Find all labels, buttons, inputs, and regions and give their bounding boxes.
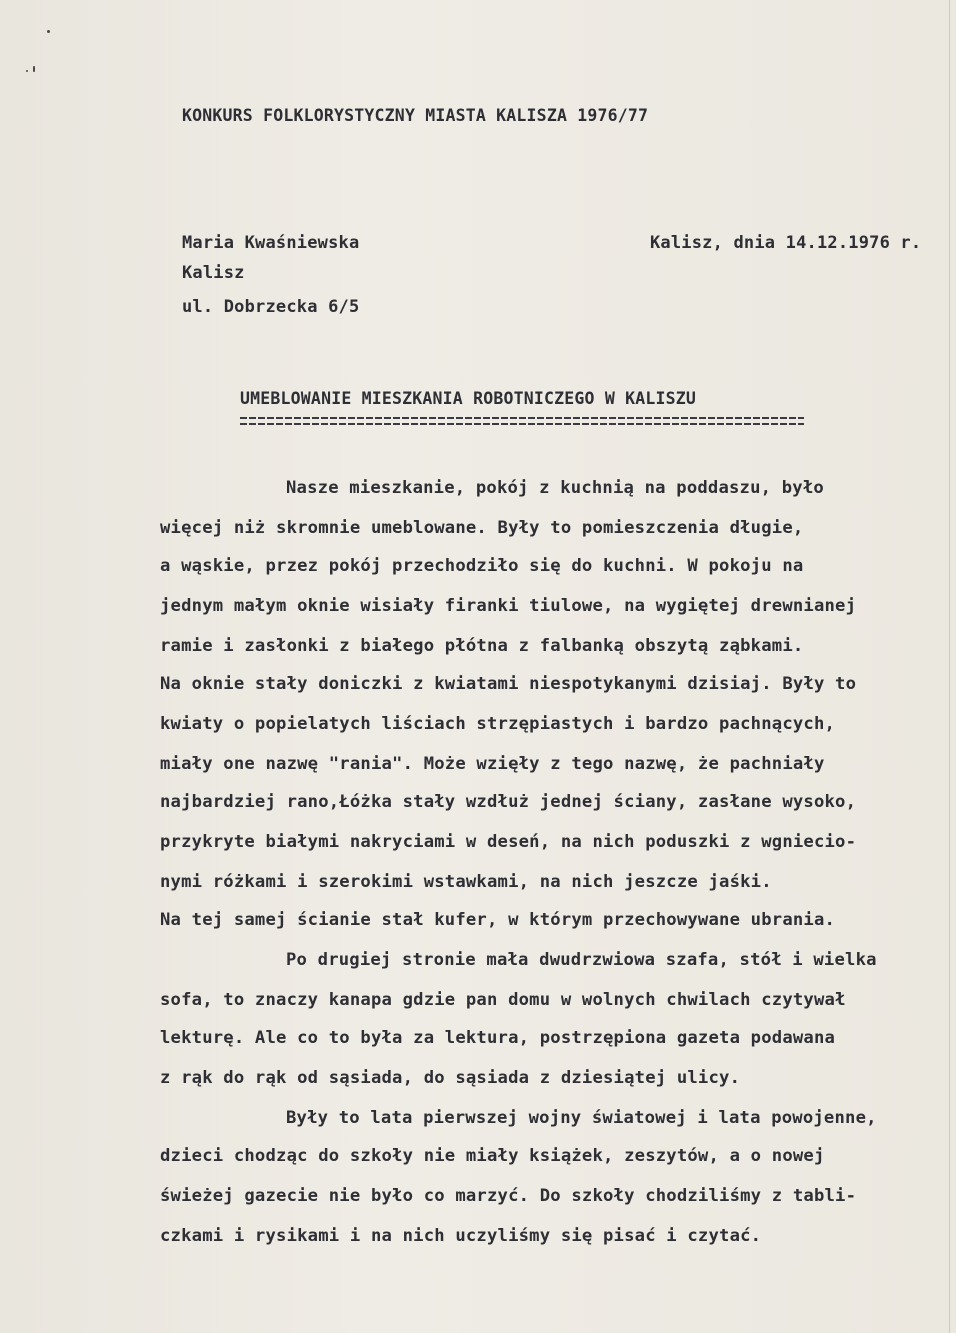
body-line: Na oknie stały doniczki z kwiatami niespotykanymi dzisiaj. Były to bbox=[160, 674, 857, 694]
ink-speck bbox=[26, 70, 28, 72]
sender-street: ul. Dobrzecka 6/5 bbox=[182, 297, 360, 317]
body-line: dzieci chodząc do szkoły nie miały książek, zeszytów, a o nowej bbox=[160, 1146, 825, 1166]
body-line: a wąskie, przez pokój przechodziło się do kuchni. W pokoju na bbox=[160, 556, 804, 576]
sender-name: Maria Kwaśniewska bbox=[182, 233, 360, 253]
body-line: ramie i zasłonki z białego płótna z falbanką obszytą ząbkami. bbox=[160, 636, 804, 656]
body-line: świeżej gazecie nie było co marzyć. Do szkoły chodziliśmy z tabli- bbox=[160, 1186, 857, 1206]
ink-speck bbox=[47, 30, 50, 33]
document-title: UMEBLOWANIE MIESZKANIA ROBOTNICZEGO W KALISZU bbox=[240, 389, 697, 408]
page-edge bbox=[949, 0, 950, 1333]
body-line: najbardziej rano,Łóżka stały wzdłuż jednej ściany, zasłane wysoko, bbox=[160, 792, 857, 812]
body-line: z rąk do rąk od sąsiada, do sąsiada z dziesiątej ulicy. bbox=[160, 1068, 741, 1088]
body-line: nymi różkami i szerokimi wstawkami, na nich jeszcze jaśki. bbox=[160, 872, 772, 892]
body-line: miały one nazwę "rania". Może wzięły z tego nazwę, że pachniały bbox=[160, 754, 825, 774]
body-line: lekturę. Ale co to była za lektura, postrzępiona gazeta podawana bbox=[160, 1028, 836, 1048]
body-line: Nasze mieszkanie, pokój z kuchnią na poddaszu, było bbox=[286, 478, 824, 498]
body-line: Były to lata pierwszej wojny światowej i lata powojenne, bbox=[286, 1108, 877, 1128]
body-line: jednym małym oknie wisiały firanki tiulowe, na wygiętej drewnianej bbox=[160, 596, 857, 616]
body-line: więcej niż skromnie umeblowane. Były to pomieszczenia długie, bbox=[160, 518, 804, 538]
sender-city: Kalisz bbox=[182, 263, 245, 283]
body-line: sofa, to znaczy kanapa gdzie pan domu w wolnych chwilach czytywał bbox=[160, 990, 846, 1010]
body-line: Po drugiej stronie mała dwudrzwiowa szafa, stół i wielka bbox=[286, 950, 877, 970]
body-line: czkami i rysikami i na nich uczyliśmy się pisać i czytać. bbox=[160, 1226, 762, 1246]
date-line: Kalisz, dnia 14.12.1976 r. bbox=[650, 233, 922, 253]
contest-header: KONKURS FOLKLORYSTYCZNY MIASTA KALISZA 1976/77 bbox=[182, 106, 649, 125]
ink-speck bbox=[33, 66, 35, 72]
body-line: Na tej samej ścianie stał kufer, w którym przechowywane ubrania. bbox=[160, 910, 836, 930]
title-double-underline bbox=[240, 417, 804, 425]
body-line: przykryte białymi nakryciami w deseń, na nich poduszki z wgniecio- bbox=[160, 832, 857, 852]
body-line: kwiaty o popielatych liściach strzępiastych i bardzo pachnących, bbox=[160, 714, 836, 734]
